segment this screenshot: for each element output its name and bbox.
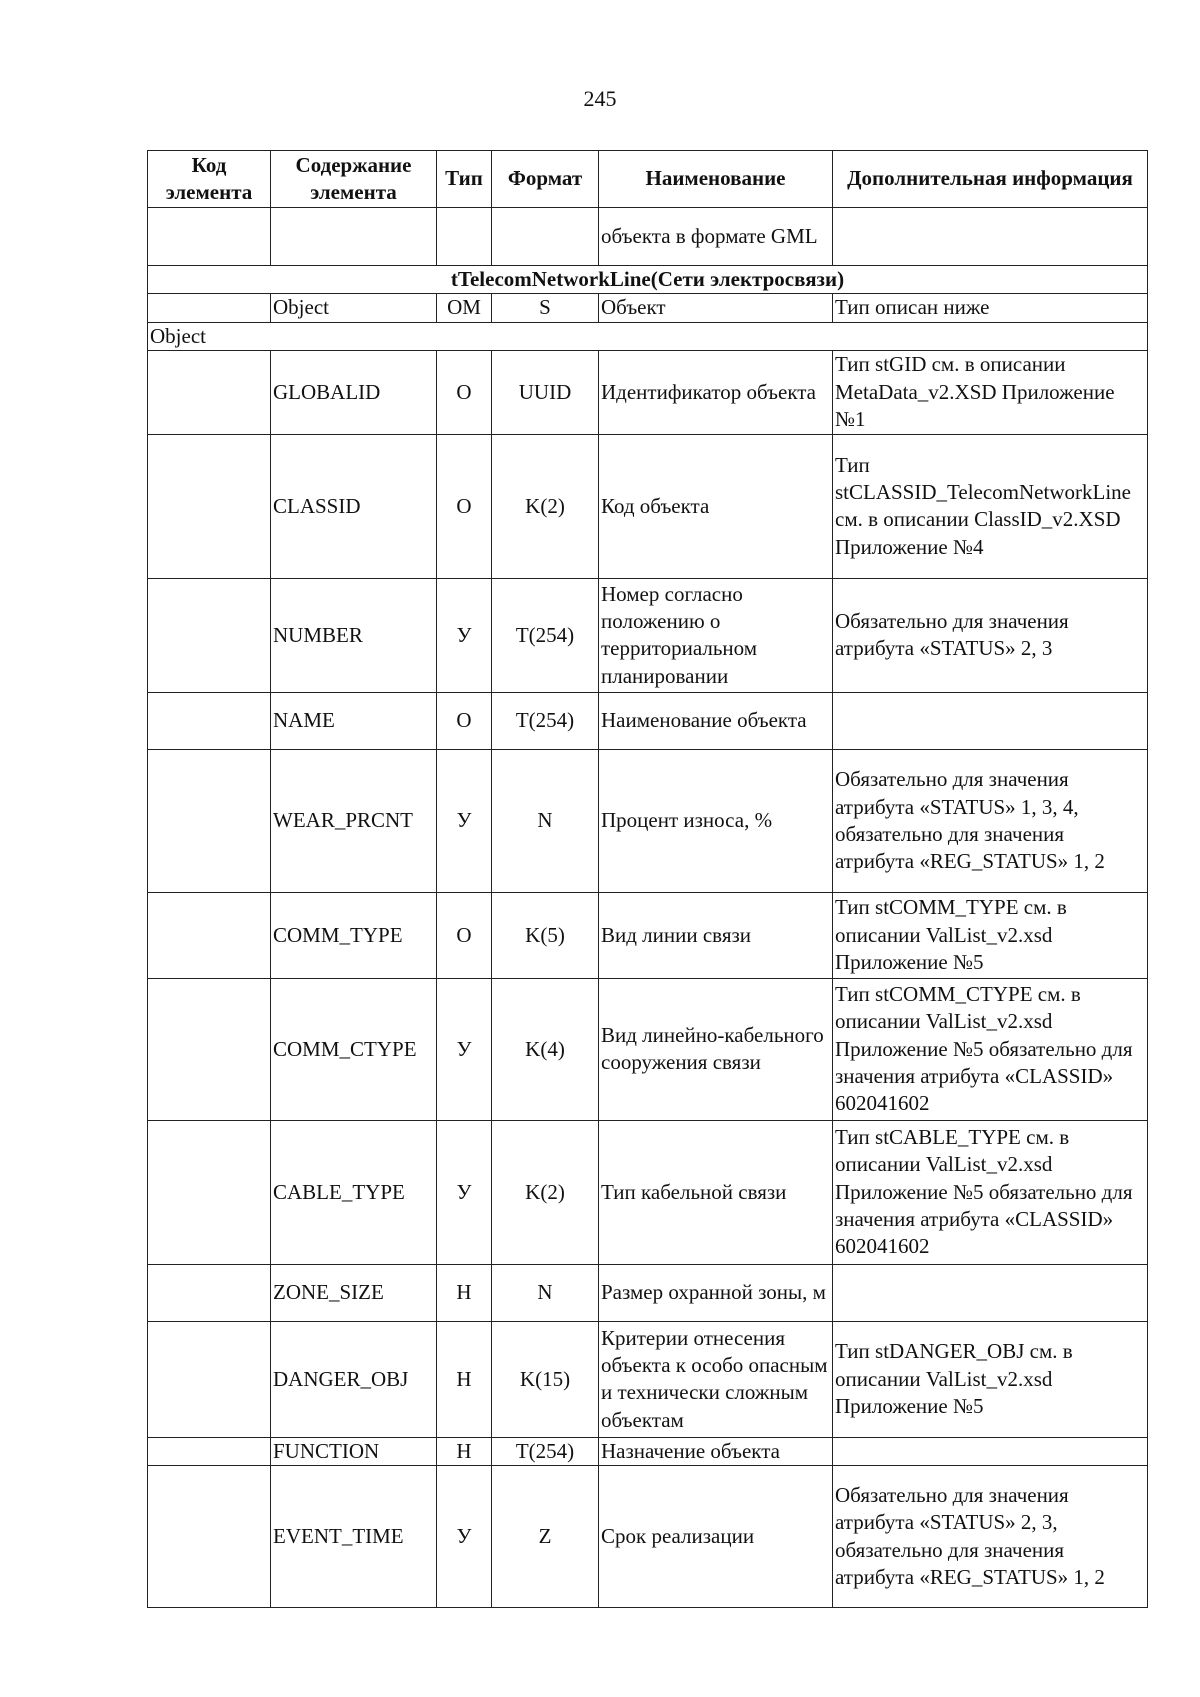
table-cell: У [437, 1120, 492, 1264]
header-format: Формат [492, 151, 599, 208]
header-name: Наименование [599, 151, 833, 208]
table-cell [148, 208, 271, 266]
table-cell: Назначение объекта [599, 1437, 833, 1465]
table-cell: объекта в формате GML [599, 208, 833, 266]
table-cell: Код объекта [599, 434, 833, 578]
table-row [148, 892, 1148, 978]
table-cell [833, 1264, 1148, 1321]
table-cell [148, 1466, 271, 1608]
object-row [148, 294, 1148, 322]
header-type: Тип [437, 151, 492, 208]
table-cell [833, 208, 1148, 266]
table-cell: Object [271, 294, 437, 322]
table-cell: Размер охранной зоны, м [599, 1264, 833, 1321]
table-header-row [148, 151, 1148, 208]
continuation-row [148, 208, 1148, 266]
table-cell: NUMBER [271, 578, 437, 692]
table-cell: У [437, 578, 492, 692]
table-cell [271, 208, 437, 266]
table-row [148, 692, 1148, 749]
table-cell: Тип stDANGER_OBJ см. в описании ValList_v2.xsd Приложение №5 [833, 1321, 1148, 1437]
table-cell: Тип кабельной связи [599, 1120, 833, 1264]
table-cell: Обязательно для значения атрибута «STATUS» 2, 3 [833, 578, 1148, 692]
table-cell [148, 1264, 271, 1321]
table-cell: Н [437, 1321, 492, 1437]
table-cell: Тип stCOMM_CTYPE см. в описании ValList_v2.xsd Приложение №5 обязательно для значения атрибута «CLASSID» 602041602 [833, 978, 1148, 1120]
table-cell: Z [492, 1466, 599, 1608]
table-cell: Наименование объекта [599, 692, 833, 749]
section-title-row [148, 266, 1148, 294]
table-cell [148, 1321, 271, 1437]
table-cell [148, 749, 271, 892]
table-cell: COMM_CTYPE [271, 978, 437, 1120]
table-cell: О [437, 350, 492, 434]
table-cell: Тип stGID см. в описании MetaData_v2.XSD Приложение №1 [833, 350, 1148, 434]
table-cell: COMM_TYPE [271, 892, 437, 978]
table-row [148, 1437, 1148, 1465]
table-cell: K(4) [492, 978, 599, 1120]
page-number: 245 [583, 86, 617, 111]
table-cell: T(254) [492, 692, 599, 749]
table-cell [492, 208, 599, 266]
table-cell [148, 692, 271, 749]
section-title: tTelecomNetworkLine(Сети электросвязи) [148, 266, 1148, 294]
table-cell: Н [437, 1264, 492, 1321]
table-cell: DANGER_OBJ [271, 1321, 437, 1437]
table-cell: CABLE_TYPE [271, 1120, 437, 1264]
table-cell [148, 434, 271, 578]
table-cell: У [437, 978, 492, 1120]
table-cell: GLOBALID [271, 350, 437, 434]
table-row [148, 1466, 1148, 1608]
header-code: Код элемента [148, 151, 271, 208]
table-row [148, 434, 1148, 578]
table-cell: K(15) [492, 1321, 599, 1437]
table-cell: Обязательно для значения атрибута «STATUS» 1, 3, 4, обязательно для значения атрибута «REG_STATUS» 1, 2 [833, 749, 1148, 892]
table-row [148, 1120, 1148, 1264]
table-cell [148, 350, 271, 434]
table-cell [148, 892, 271, 978]
object-label-row [148, 322, 1148, 350]
table-cell: Тип stCOMM_TYPE см. в описании ValList_v2.xsd Приложение №5 [833, 892, 1148, 978]
table-cell [148, 1437, 271, 1465]
header-additional-info: Дополнительная информация [833, 151, 1148, 208]
table-cell [148, 978, 271, 1120]
table-cell: T(254) [492, 578, 599, 692]
table-cell: Номер согласно положению о территориальном планировании [599, 578, 833, 692]
table-cell: UUID [492, 350, 599, 434]
table-row [148, 1264, 1148, 1321]
table-cell: EVENT_TIME [271, 1466, 437, 1608]
table-cell [148, 1120, 271, 1264]
table-cell: FUNCTION [271, 1437, 437, 1465]
table-cell: K(5) [492, 892, 599, 978]
object-label: Object [148, 322, 1148, 350]
table-cell [833, 1437, 1148, 1465]
table-cell: У [437, 749, 492, 892]
table-cell: Вид линейно-кабельного сооружения связи [599, 978, 833, 1120]
table-row [148, 350, 1148, 434]
header-content: Содержание элемента [271, 151, 437, 208]
table-cell: S [492, 294, 599, 322]
table-cell [437, 208, 492, 266]
element-spec-table [147, 150, 1148, 1608]
table-cell: Идентификатор объекта [599, 350, 833, 434]
table-cell: K(2) [492, 434, 599, 578]
table-cell: Тип описан ниже [833, 294, 1148, 322]
table-cell: T(254) [492, 1437, 599, 1465]
table-cell [833, 692, 1148, 749]
table-cell: Тип stCABLE_TYPE см. в описании ValList_v2.xsd Приложение №5 обязательно для значения атрибута «CLASSID» 602041602 [833, 1120, 1148, 1264]
table-cell: OM [437, 294, 492, 322]
table-cell: NAME [271, 692, 437, 749]
table-cell: Срок реализации [599, 1466, 833, 1608]
table-row [148, 978, 1148, 1120]
table-cell: Тип stCLASSID_TelecomNetworkLine см. в описании ClassID_v2.XSD Приложение №4 [833, 434, 1148, 578]
table-cell: О [437, 434, 492, 578]
table-cell: K(2) [492, 1120, 599, 1264]
table-cell: Критерии отнесения объекта к особо опасным и технически сложным объектам [599, 1321, 833, 1437]
table-cell: Процент износа, % [599, 749, 833, 892]
table-cell: ZONE_SIZE [271, 1264, 437, 1321]
table-cell [148, 578, 271, 692]
table-row [148, 1321, 1148, 1437]
table-cell: CLASSID [271, 434, 437, 578]
table-cell: N [492, 1264, 599, 1321]
table-row [148, 578, 1148, 692]
table-cell: N [492, 749, 599, 892]
table-cell: WEAR_PRCNT [271, 749, 437, 892]
table-cell: У [437, 1466, 492, 1608]
table-cell: Объект [599, 294, 833, 322]
table-cell: Вид линии связи [599, 892, 833, 978]
table-cell: О [437, 692, 492, 749]
table-cell: Н [437, 1437, 492, 1465]
table-row [148, 749, 1148, 892]
table-cell [148, 294, 271, 322]
table-cell: О [437, 892, 492, 978]
table-cell: Обязательно для значения атрибута «STATUS» 2, 3, обязательно для значения атрибута «REG_STATUS» 1, 2 [833, 1466, 1148, 1608]
